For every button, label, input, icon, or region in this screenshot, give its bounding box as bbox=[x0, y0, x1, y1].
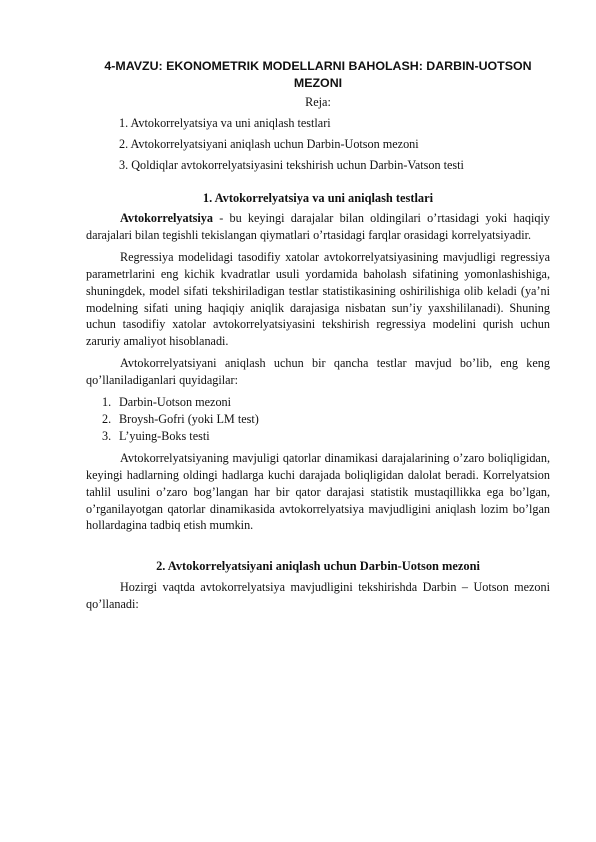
section-2-heading: 2. Avtokorrelyatsiyani aniqlash uchun Darbin-Uotson mezoni bbox=[156, 559, 480, 574]
document-title: 4-MAVZU: EKONOMETRIK MODELLARNI BAHOLASH: DARBIN-UOTSON MEZONI bbox=[104, 59, 532, 90]
list-label: L’yuing-Boks testi bbox=[119, 428, 210, 443]
list-label: Broysh-Gofri (yoki LM test) bbox=[119, 411, 259, 426]
section-1-paragraph-3: Avtokorrelyatsiyani aniqlash uchun bir qancha testlar mavjud bo’lib, eng keng qo’llaniladiganlari quyidagilar: bbox=[86, 356, 550, 388]
plan-item: 1. Avtokorrelyatsiya va uni aniqlash testlari bbox=[119, 115, 331, 130]
list-item bbox=[86, 394, 550, 411]
plan-label: Reja: bbox=[305, 95, 331, 109]
list-item bbox=[86, 411, 550, 428]
term-avtokorrelyatsiya: Avtokorrelyatsiya bbox=[120, 211, 213, 225]
plan-item: 3. Qoldiqlar avtokorrelyatsiyasini tekshirish uchun Darbin-Vatson testi bbox=[119, 158, 464, 173]
list-number: 3. bbox=[102, 428, 112, 443]
list-number: 2. bbox=[102, 411, 112, 426]
section-1-paragraph-1 bbox=[86, 210, 550, 244]
list-item bbox=[86, 428, 550, 445]
list-number: 1. bbox=[102, 395, 112, 410]
definition-text: - bu keyingi darajalar bilan oldingilari o’rtasidagi yoki haqiqiy darajalari bilan tegishli tekislangan qiymatlari o’rtasidagi farqlar orasidagi korrelyatsiyadir. bbox=[86, 211, 550, 242]
plan-list bbox=[86, 115, 550, 174]
section-1-paragraph-4: Avtokorrelyatsiyaning mavjuligi qatorlar dinamikasi darajalarining o’zaro boliqligidan, keyingi hadlarning oldingi hadlarga kuchi darajada boliqligidan dalolat beradi. Korrelyatsion tahlil usulini o’zaro bog’langan har bir qator darajasi statistik mustaqillikka ega bo’lgan, o’rganilayotgan qatorlar dinamikasida avtokorrelyatsiya mavjudligini aniqlash lozim bo’lgan hollardagina tadbiq etish mumkin. bbox=[86, 450, 550, 533]
section-1-paragraph-2: Regressiya modelidagi tasodifiy xatolar avtokorrelyatsiyasining mavjudligi regressiya parametrlarini eng kichik kvadratlar usuli yordamida baholash sifatining yomonlashishiga, shuningdek, model sifati tekshiriladigan testlar statistikasining oshirilishiga olib keladi (ya’ni modelning sifati uning haqiqiy aniqlik darajasiga nisbatan sun’iy yaxshililanadi). Shuning uchun tasodifiy xatolar avtokorrelyatsiyasini tekshirish regressiya modelini qurish uchun zaruriy amaliyot hisoblanadi. bbox=[86, 249, 550, 349]
list-label: Darbin-Uotson mezoni bbox=[119, 395, 232, 410]
section-1-heading: 1. Avtokorrelyatsiya va uni aniqlash testlari bbox=[202, 191, 434, 205]
plan-item: 2. Avtokorrelyatsiyani aniqlash uchun Darbin-Uotson mezoni bbox=[119, 137, 419, 151]
section-2-paragraph-1: Hozirgi vaqtda avtokorrelyatsiya mavjudligini tekshirishda Darbin – Uotson mezoni qo’llanadi: bbox=[86, 580, 550, 612]
tests-list bbox=[86, 394, 550, 445]
